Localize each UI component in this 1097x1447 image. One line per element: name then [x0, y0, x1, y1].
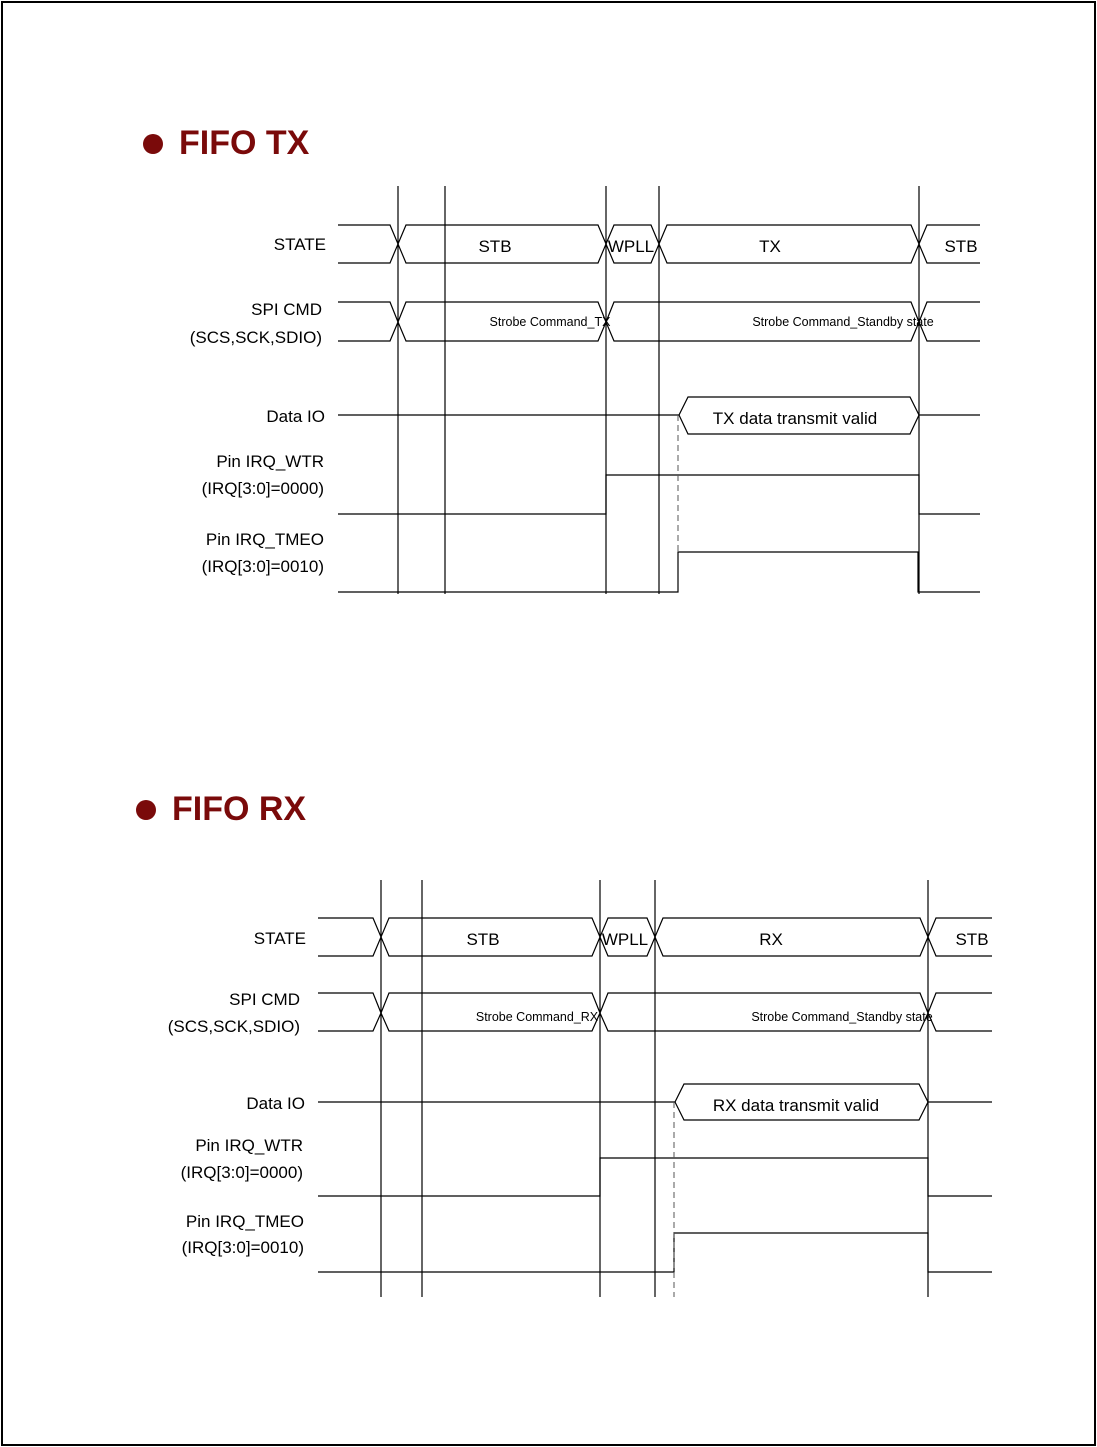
rx-state-rx: RX [759, 930, 783, 949]
rx-label-irq-wtr: Pin IRQ_WTR [195, 1136, 303, 1155]
tx-spi-strobe-tx: Strobe Command_TX [489, 315, 611, 329]
tx-label-irq-wtr-code: (IRQ[3:0]=0000) [201, 479, 324, 498]
tx-label-irq-wtr: Pin IRQ_WTR [216, 452, 324, 471]
fifo-tx-title: FIFO TX [179, 124, 310, 162]
tx-state-tx: TX [759, 237, 781, 256]
tx-label-irq-tmeo-code: (IRQ[3:0]=0010) [201, 557, 324, 576]
tx-label-spi-cmd: SPI CMD [251, 300, 322, 319]
tx-label-state: STATE [273, 235, 326, 254]
tx-state-wpll: WPLL [607, 237, 655, 256]
tx-state-stb: STB [478, 237, 512, 256]
rx-label-irq-wtr-code: (IRQ[3:0]=0000) [180, 1163, 303, 1182]
fifo-rx-title: FIFO RX [172, 790, 307, 828]
rx-spi-strobe-standby: Strobe Command_Standby state [751, 1010, 933, 1024]
rx-label-irq-tmeo-code: (IRQ[3:0]=0010) [181, 1238, 304, 1257]
tx-spi-strobe-standby: Strobe Command_Standby state [752, 315, 934, 329]
rx-spi-strobe-rx: Strobe Command_RX [475, 1010, 599, 1024]
tx-state-stb-end: STB [944, 237, 978, 256]
tx-data-valid: TX data transmit valid [712, 409, 878, 428]
rx-state-stb: STB [466, 930, 500, 949]
rx-label-data-io: Data IO [246, 1094, 305, 1113]
tx-label-irq-tmeo: Pin IRQ_TMEO [205, 530, 324, 549]
tx-label-spi-pins: (SCS,SCK,SDIO) [189, 328, 322, 347]
tx-label-data-io: Data IO [266, 407, 325, 426]
rx-label-spi-pins: (SCS,SCK,SDIO) [167, 1017, 300, 1036]
rx-state-stb-end: STB [955, 930, 989, 949]
rx-label-spi-cmd: SPI CMD [229, 990, 300, 1009]
rx-grid-lines [381, 880, 928, 1297]
rx-label-state: STATE [253, 929, 306, 948]
rx-label-irq-tmeo: Pin IRQ_TMEO [185, 1212, 304, 1231]
rx-data-valid: RX data transmit valid [712, 1096, 880, 1115]
rx-state-wpll: WPLL [601, 930, 649, 949]
